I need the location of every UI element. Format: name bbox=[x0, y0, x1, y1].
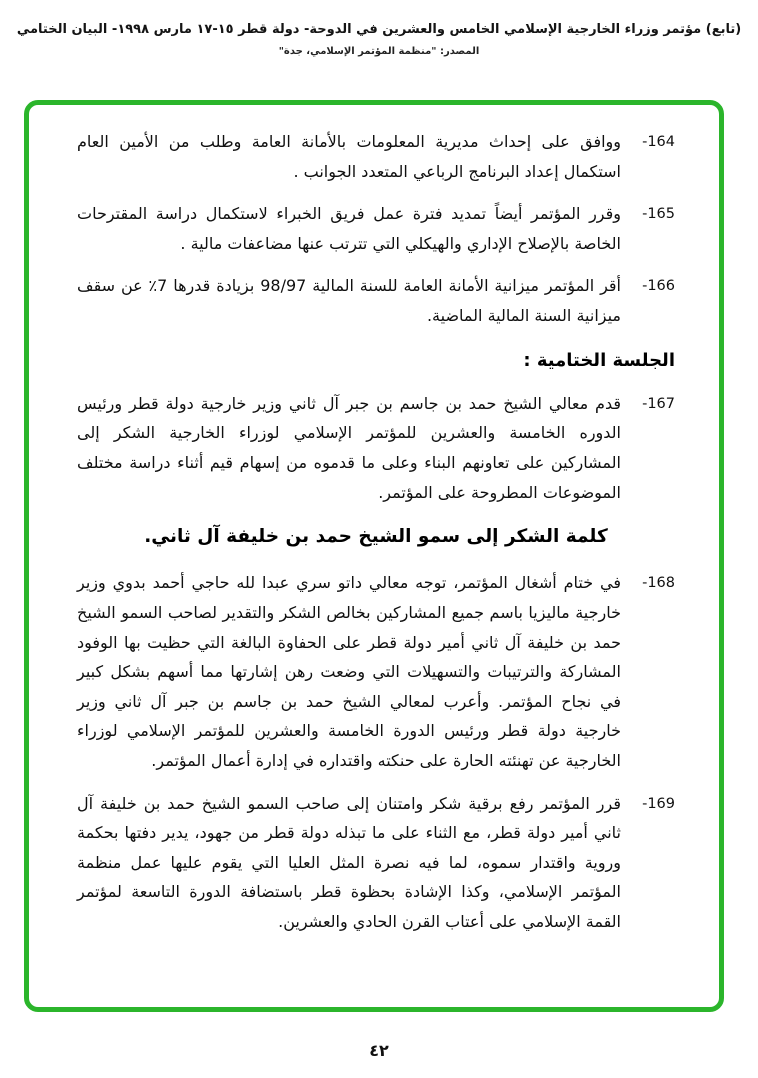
list-item-165 bbox=[77, 199, 675, 258]
closing-session-heading: الجلسة الختامية : bbox=[523, 349, 675, 371]
list-item-166 bbox=[77, 271, 675, 330]
list-item-164 bbox=[77, 127, 675, 186]
list-item-167 bbox=[77, 389, 675, 507]
item-text: ووافق على إحداث مديرية المعلومات بالأمانة العامة وطلب من الأمين العام استكمال إعداد البرنامج الرباعي المتعدد الجوانب . bbox=[77, 132, 621, 181]
item-text: قدم معالي الشيخ حمد بن جاسم بن جبر آل ثاني وزير خارجية دولة قطر ورئيس الدوره الخامسة والعشرين للمؤتمر الإسلامي لوزراء الخارجية الشكر إلى المشاركين على تعاونهم البناء وعلى ما قدموه من إسهام قيم أثناء دراسة مختلف الموضوعات المطروحة على المؤتمر. bbox=[77, 393, 621, 502]
item-text: في ختام أشغال المؤتمر، توجه معالي داتو سري عبدا لله حاجي أحمد بدوي وزير خارجية ماليزيا باسم جميع المشاركين بخالص الشكر والتقدير لصاحب السمو الشيخ حمد بن خليفة آل ثاني أمير دولة قطر على الحفاوة البالغة التي حظيت بها الوفود المشاركة والترتيبات والتسهيلات التي وضعت رهن إشارتها مما أسهم بشكل كبير في نجاح المؤتمر. وأعرب لمعالي الشيخ حمد بن جاسم بن جبر آل ثاني وزير خارجية دولة قطر ورئيس الدورة الخامسة والعشرين للمؤتمر الإسلامي لوزراء الخارجية عن تهنئته الحارة على حنكته واقتداره في إدارة أعمال المؤتمر. bbox=[77, 573, 621, 771]
item-text: وقرر المؤتمر أيضاً تمديد فترة عمل فريق الخبراء لاستكمال دراسة المقترحات الخاصة بالإصلاح الإداري والهيكلي التي تترتب عنها مضاعفات مالية . bbox=[77, 204, 621, 253]
list-item-168 bbox=[77, 568, 675, 775]
list-item-169 bbox=[77, 789, 675, 937]
page-number: ٤٢ bbox=[369, 1041, 389, 1060]
item-text: أقر المؤتمر ميزانية الأمانة العامة للسنة المالية 98/97 بزيادة قدرها 7٪ عن سقف ميزانية السنة المالية الماضية. bbox=[77, 276, 621, 325]
item-number: 164- bbox=[642, 134, 675, 150]
green-annotation-box bbox=[24, 100, 724, 1012]
item-text: قرر المؤتمر رفع برقية شكر وامتنان إلى صاحب السمو الشيخ حمد بن خليفة آل ثاني أمير دولة قطر، مع الثناء على ما تبذله دولة قطر من جهود، يدير دفتها بحكمة وروية واقتدار سموه، لما فيه نصرة المثل العليا التي يقوم عليها عمل منظمة المؤتمر الإسلامي، وكذا الإشادة بحظوة قطر باستضافة الدورة التاسعة لمؤتمر القمة الإسلامي على أعتاب القرن الحادي والعشرين. bbox=[77, 793, 621, 931]
item-number: 166- bbox=[642, 278, 675, 295]
item-number: 165- bbox=[642, 206, 675, 223]
document-title: (تابع) مؤتمر وزراء الخارجية الإسلامي الخامس والعشرين في الدوحة- دولة قطر ١٥-١٧ مارس ١٩٩٨- البيان الختامي bbox=[16, 22, 742, 37]
source-line: المصدر: "منظمة المؤتمر الإسلامي، جدة" bbox=[278, 45, 480, 57]
item-number: 169- bbox=[642, 795, 675, 812]
item-number: 168- bbox=[642, 575, 675, 592]
document-body bbox=[77, 127, 675, 937]
item-number: 167- bbox=[642, 395, 675, 412]
thanks-speech-heading: كلمة الشكر إلى سمو الشيخ حمد بن خليفة آل ثاني. bbox=[144, 526, 608, 548]
